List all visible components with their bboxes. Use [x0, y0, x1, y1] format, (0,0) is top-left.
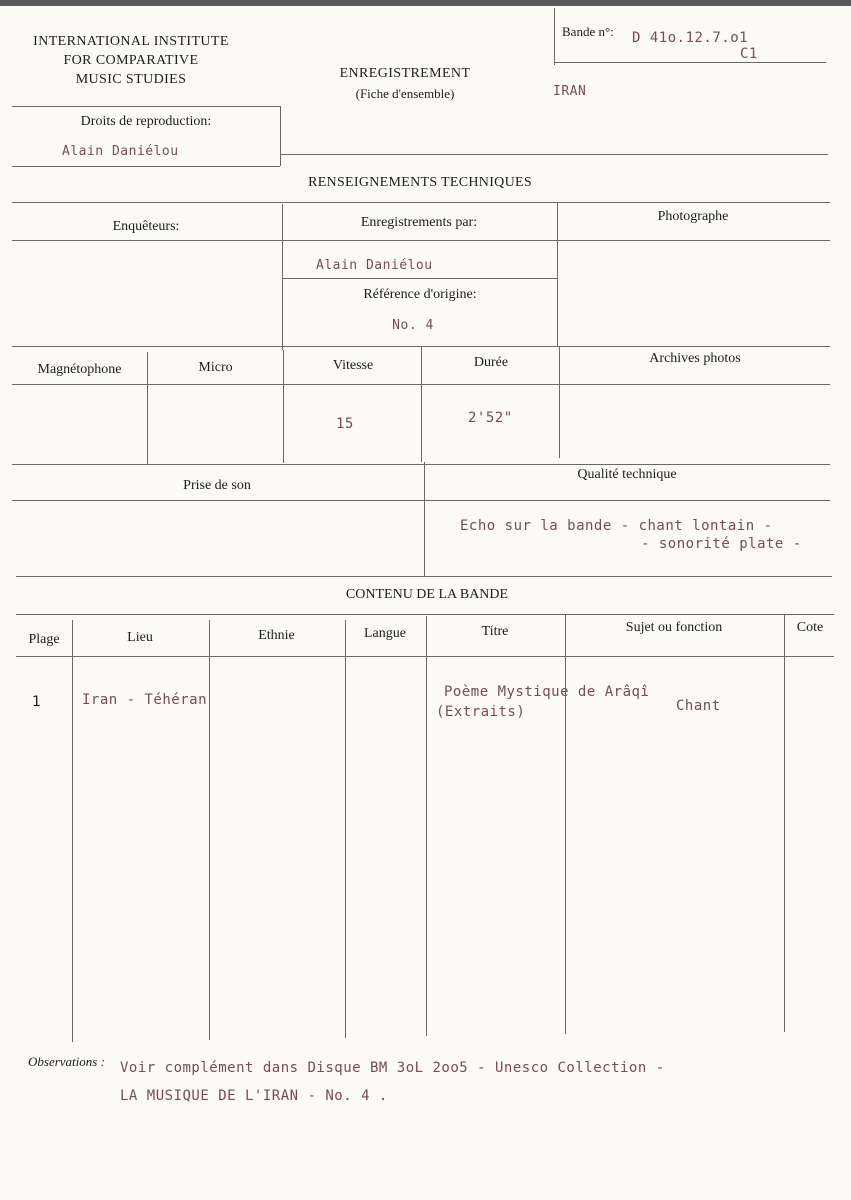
enregistrements-label: Enregistrements par: — [360, 215, 478, 230]
col-langue: Langue — [364, 626, 406, 641]
col-titre: Titre — [481, 624, 509, 639]
duree-value: 2'52" — [468, 410, 513, 426]
col-sujet: Sujet ou fonction — [625, 620, 723, 635]
observations-line1: Voir complément dans Disque BM 3oL 2oo5 - Unesco Collection - — [120, 1060, 665, 1076]
prise-label: Prise de son — [183, 478, 251, 493]
qualite-label: Qualité technique — [577, 467, 677, 482]
row-titre-line2: (Extraits) — [436, 704, 526, 720]
col-ethnie: Ethnie — [258, 628, 295, 643]
enregistrements-value: Alain Daniélou — [316, 258, 433, 273]
qualite-line1: Echo sur la bande - chant lontain - — [460, 518, 773, 534]
bande-suffix: C1 — [740, 46, 758, 62]
vitesse-label: Vitesse — [332, 358, 374, 373]
row-titre-line1: Poème Mystique de Arâqî — [444, 684, 650, 700]
reference-value: No. 4 — [392, 318, 434, 333]
photographe-label: Photographe — [657, 209, 729, 224]
bande-number: D 41o.12.7.o1 — [632, 30, 749, 46]
contenu-section-title: CONTENU DE LA BANDE — [345, 587, 509, 602]
magnetophone-label: Magnétophone — [37, 362, 122, 377]
reference-label: Référence d'origine: — [363, 287, 477, 302]
record-title: ENREGISTREMENT — [339, 66, 471, 81]
row-plage: 1 — [32, 694, 41, 710]
duree-label: Durée — [473, 355, 509, 370]
vitesse-value: 15 — [336, 416, 354, 432]
col-plage: Plage — [28, 632, 60, 647]
col-cote: Cote — [796, 620, 824, 635]
rights-label: Droits de reproduction: — [80, 114, 212, 129]
scan-edge — [0, 0, 851, 6]
enqueteurs-label: Enquêteurs: — [112, 219, 180, 234]
archives-label: Archives photos — [649, 351, 741, 366]
row-lieu: Iran - Téhéran — [82, 692, 208, 708]
tech-section-title: RENSEIGNEMENTS TECHNIQUES — [308, 175, 532, 190]
rights-value: Alain Daniélou — [62, 144, 179, 159]
institute-line3: MUSIC STUDIES — [75, 72, 187, 87]
institute-name — [0, 32, 262, 89]
col-lieu: Lieu — [127, 630, 153, 645]
observations-label: Observations : — [28, 1054, 105, 1069]
micro-label: Micro — [198, 360, 233, 375]
row-sujet: Chant — [676, 698, 721, 714]
record-subtitle: (Fiche d'ensemble) — [355, 86, 455, 101]
observations-line2: LA MUSIQUE DE L'IRAN - No. 4 . — [120, 1088, 388, 1104]
bande-label: Bande n°: — [562, 24, 614, 39]
institute-line1: INTERNATIONAL INSTITUTE — [33, 34, 229, 49]
country: IRAN — [553, 84, 587, 99]
institute-line2: FOR COMPARATIVE — [63, 53, 199, 68]
qualite-line2: - sonorité plate - — [641, 536, 802, 552]
